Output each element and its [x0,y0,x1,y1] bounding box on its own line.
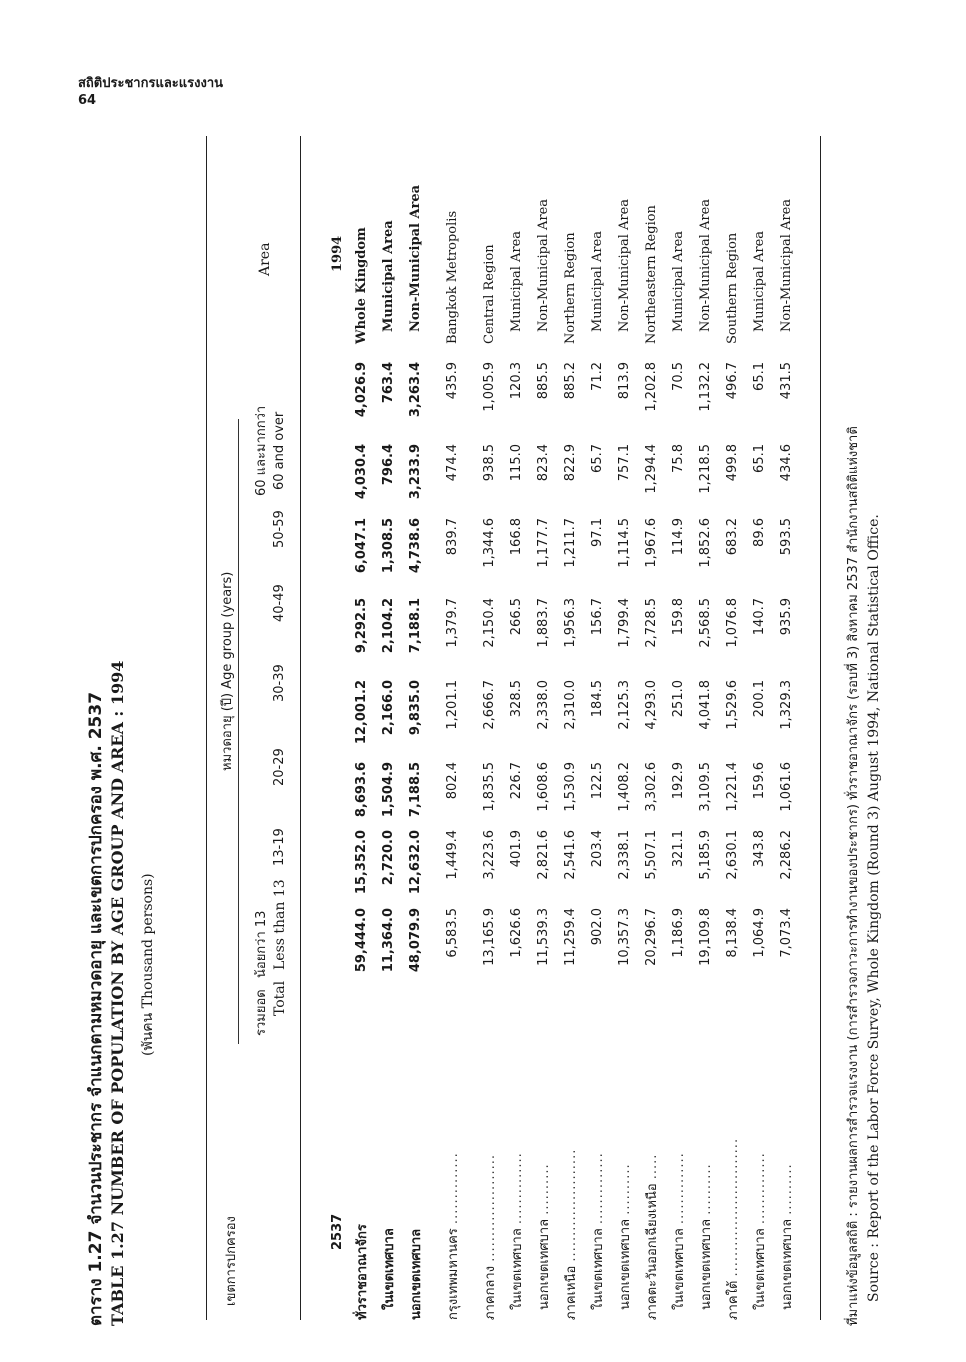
cell: 2,728.5 [644,598,659,648]
cell: 1,221.4 [725,762,740,812]
source-english: Source : Report of the Labor Force Survey, Whole Kingdom (Round 3) August 1994, National Statistical Office. [866,514,882,1302]
table-row [611,136,638,1320]
row-label-thai: ภาคเหนือ ...................... [564,1148,579,1320]
cell: 266.5 [509,598,524,636]
row-label-thai: นอกเขตเทศบาล [409,1228,424,1320]
row-label-thai: นอกเขตเทศบาล .......... [618,1163,633,1310]
cell: 8,693.6 [354,762,369,818]
cell: 1,177.7 [536,518,551,568]
area-english-header: Area [257,242,273,276]
cell: 1,005.9 [482,362,497,412]
cell: 12,001.2 [354,680,369,745]
cell: 839.7 [445,518,460,556]
cell: 2,568.5 [698,598,713,648]
cell: 156.7 [590,598,605,636]
table-row [348,136,375,1320]
row-label-english: Non-Municipal Area [536,198,551,332]
cell: 1,064.9 [752,908,767,958]
table-row [746,136,773,1320]
cell: 2,338.0 [536,680,551,730]
cell: 763.4 [381,362,396,404]
col-lt13-en: Less than 13 [272,879,288,970]
table-title-thai: ตาราง 1.27 จำนวนประชากร จำแนกตามหมวดอายุ และเขตการปกครอง พ.ศ. 2537 [86,691,106,1326]
cell: 2,666.7 [482,680,497,730]
cell: 71.2 [590,362,605,391]
row-label-thai: นอกเขตเทศบาล .......... [537,1163,552,1310]
cell: 802.4 [445,762,460,800]
cell: 796.4 [381,444,396,486]
cell: 1,329.3 [779,680,794,730]
cell: 115.0 [509,444,524,482]
cell: 1,076.8 [725,598,740,648]
cell: 15,352.0 [354,830,369,895]
cell: 1,883.7 [536,598,551,648]
cell: 1,379.7 [445,598,460,648]
cell: 8,138.4 [725,908,740,958]
table-row [402,136,429,1320]
cell: 20,296.7 [644,908,659,966]
cell: 12,632.0 [408,830,423,895]
cell: 1,308.5 [381,518,396,574]
cell: 11,259.4 [563,908,578,966]
cell: 203.4 [590,830,605,868]
table-row [773,136,800,1320]
page-header-title: สถิติประชากรและแรงงาน [78,76,224,91]
cell: 1,504.9 [381,762,396,818]
cell: 3,223.6 [482,830,497,880]
table-row [476,136,503,1320]
cell: 3,263.4 [408,362,423,418]
cell: 120.3 [509,362,524,400]
cell: 5,185.9 [698,830,713,880]
cell: 65.1 [752,444,767,473]
table-row [557,136,584,1320]
cell: 593.5 [779,518,794,556]
col-30-39: 30-39 [272,664,287,702]
cell: 114.9 [671,518,686,556]
page-number: 64 [78,93,97,108]
row-label-english: Central Region [482,244,497,344]
cell: 1,132.2 [698,362,713,412]
cell: 159.6 [752,762,767,800]
cell: 4,026.9 [354,362,369,418]
cell: 1,201.1 [445,680,460,730]
cell: 401.9 [509,830,524,868]
cell: 321.1 [671,830,686,868]
age-group-header: หมวดอายุ (ปี) Age group (years) [220,571,235,771]
cell: 4,041.8 [698,680,713,730]
row-label-thai: ในเขตเทศบาล .............. [753,1152,768,1310]
cell: 3,233.9 [408,444,423,500]
col-60over-thai: 60 และมากกว่า [254,405,269,496]
cell: 1,835.5 [482,762,497,812]
source-thai: ที่มาแห่งข้อมูลสถิติ : รายงานผลการสำรวจแรงงาน (การสำรวจภาวะการทำงานของประชากร) ทั่วราชอาณาจักร (รอบที่ 3) สิงหาคม 2537 สำนักงานสถิติแห่งชาติ [846,426,861,1326]
age-group-rule [238,419,239,1044]
cell: 122.5 [590,762,605,800]
area-thai-header: เขตการปกครอง [224,1216,239,1306]
cell: 1,530.9 [563,762,578,812]
cell: 2,310.0 [563,680,578,730]
cell: 1,294.4 [644,444,659,494]
row-label-thai: นอกเขตเทศบาล .......... [699,1163,714,1310]
cell: 1,449.4 [445,830,460,880]
cell: 4,738.6 [408,518,423,574]
cell: 2,720.0 [381,830,396,886]
cell: 59,444.0 [354,908,369,973]
col-50-59: 50-59 [272,510,287,548]
row-label-english: Municipal Area [590,230,605,332]
row-label-thai: กรุงเทพมหานคร .............. [446,1152,461,1320]
cell: 431.5 [779,362,794,400]
cell: 6,583.5 [445,908,460,958]
cell: 89.6 [752,518,767,547]
table-row [692,136,719,1320]
cell: 935.9 [779,598,794,636]
cell: 1,799.4 [617,598,632,648]
row-label-thai: ภาคใต้ ........................... [726,1137,741,1320]
cell: 822.9 [563,444,578,482]
table-unit: (พันคน Thousand persons) [140,873,156,1056]
col-13-19: 13-19 [272,828,287,866]
rotated-table-page [82,136,894,1326]
cell: 902.0 [590,908,605,946]
cell: 2,104.2 [381,598,396,654]
table-row [665,136,692,1320]
year-english: 1994 [329,235,345,272]
cell: 813.9 [617,362,632,400]
row-label-thai: ในเขตเทศบาล .............. [672,1152,687,1310]
cell: 140.7 [752,598,767,636]
col-20-29: 20-29 [272,748,287,786]
cell: 1,852.6 [698,518,713,568]
cell: 2,821.6 [536,830,551,880]
col-40-49: 40-49 [272,584,287,622]
cell: 2,630.1 [725,830,740,880]
cell: 757.1 [617,444,632,482]
cell: 3,302.6 [644,762,659,812]
cell: 200.1 [752,680,767,718]
cell: 2,125.3 [617,680,632,730]
table-row [584,136,611,1320]
cell: 226.7 [509,762,524,800]
cell: 1,626.6 [509,908,524,958]
cell: 6,047.1 [354,518,369,574]
row-label-english: Non-Municipal Area [779,198,794,332]
cell: 97.1 [590,518,605,547]
row-label-english: Municipal Area [509,230,524,332]
cell: 1,061.6 [779,762,794,812]
year-thai: 2537 [329,1213,345,1250]
cell: 885.2 [563,362,578,400]
cell: 184.5 [590,680,605,718]
cell: 938.5 [482,444,497,482]
cell: 2,338.1 [617,830,632,880]
table-row [375,136,402,1320]
cell: 434.6 [779,444,794,482]
cell: 11,539.3 [536,908,551,966]
cell: 683.2 [725,518,740,556]
cell: 823.4 [536,444,551,482]
cell: 159.8 [671,598,686,636]
cell: 1,344.6 [482,518,497,568]
cell: 435.9 [445,362,460,400]
bottom-rule [820,136,821,1320]
cell: 3,109.5 [698,762,713,812]
row-label-thai: ภาคตะวันออกเฉียงเหนือ ..... [645,1153,660,1320]
row-label-english: Non-Municipal Area [698,198,713,332]
cell: 499.8 [725,444,740,482]
cell: 1,956.3 [563,598,578,648]
cell: 328.5 [509,680,524,718]
header-rule [300,136,301,1320]
col-total-thai: รวมยอด [254,989,269,1036]
cell: 2,541.6 [563,830,578,880]
row-label-english: Whole Kingdom [354,227,369,344]
row-label-english: Southern Region [725,232,740,344]
cell: 65.1 [752,362,767,391]
cell: 1,408.2 [617,762,632,812]
cell: 7,188.5 [408,762,423,818]
table-row [530,136,557,1320]
cell: 7,073.4 [779,908,794,958]
cell: 4,293.0 [644,680,659,730]
table-row [503,136,530,1320]
cell: 192.9 [671,762,686,800]
cell: 1,529.6 [725,680,740,730]
cell: 1,186.9 [671,908,686,958]
cell: 1,967.6 [644,518,659,568]
row-label-english: Northeastern Region [644,205,659,344]
cell: 10,357.3 [617,908,632,966]
row-label-english: Municipal Area [752,230,767,332]
cell: 2,150.4 [482,598,497,648]
cell: 885.5 [536,362,551,400]
table-row [719,136,746,1320]
row-label-thai: ในเขตเทศบาล [382,1228,397,1310]
cell: 343.8 [752,830,767,868]
col-60over-en: 60 and over [272,411,287,490]
cell: 1,218.5 [698,444,713,494]
cell: 496.7 [725,362,740,400]
cell: 474.4 [445,444,460,482]
cell: 2,166.0 [381,680,396,736]
table-row [439,136,466,1320]
cell: 9,835.0 [408,680,423,736]
cell: 75.8 [671,444,686,473]
table-row [638,136,665,1320]
col-total-en: Total [272,980,288,1016]
row-label-english: Municipal Area [671,230,686,332]
row-label-thai: ในเขตเทศบาล .............. [510,1152,525,1310]
row-label-thai: ทั่วราชอาณาจักร [355,1224,370,1320]
top-rule [206,136,207,1320]
cell: 19,109.8 [698,908,713,966]
cell: 70.5 [671,362,686,391]
row-label-thai: ในเขตเทศบาล .............. [591,1152,606,1310]
cell: 13,165.9 [482,908,497,966]
col-lt13-thai: น้อยกว่า 13 [254,910,269,978]
row-label-english: Non-Municipal Area [617,198,632,332]
row-label-thai: นอกเขตเทศบาล .......... [780,1163,795,1310]
cell: 1,202.8 [644,362,659,412]
cell: 166.8 [509,518,524,556]
row-label-thai: ภาคกลาง ..................... [483,1154,498,1320]
row-label-english: Non-Municipal Area [408,184,423,332]
cell: 1,211.7 [563,518,578,568]
population-table [326,136,800,1320]
row-label-english: Municipal Area [381,220,396,332]
row-label-english: Northern Region [563,232,578,344]
cell: 1,608.6 [536,762,551,812]
cell: 4,030.4 [354,444,369,500]
cell: 11,364.0 [381,908,396,973]
cell: 251.0 [671,680,686,718]
cell: 9,292.5 [354,598,369,654]
row-label-english: Bangkok Metropolis [445,210,460,344]
cell: 1,114.5 [617,518,632,568]
cell: 65.7 [590,444,605,473]
cell: 2,286.2 [779,830,794,880]
year-row [326,136,348,1320]
cell: 48,079.9 [408,908,423,973]
table-title-english: TABLE 1.27 NUMBER OF POPULATION BY AGE GROUP AND AREA : 1994 [108,660,127,1326]
cell: 7,188.1 [408,598,423,654]
cell: 5,507.1 [644,830,659,880]
